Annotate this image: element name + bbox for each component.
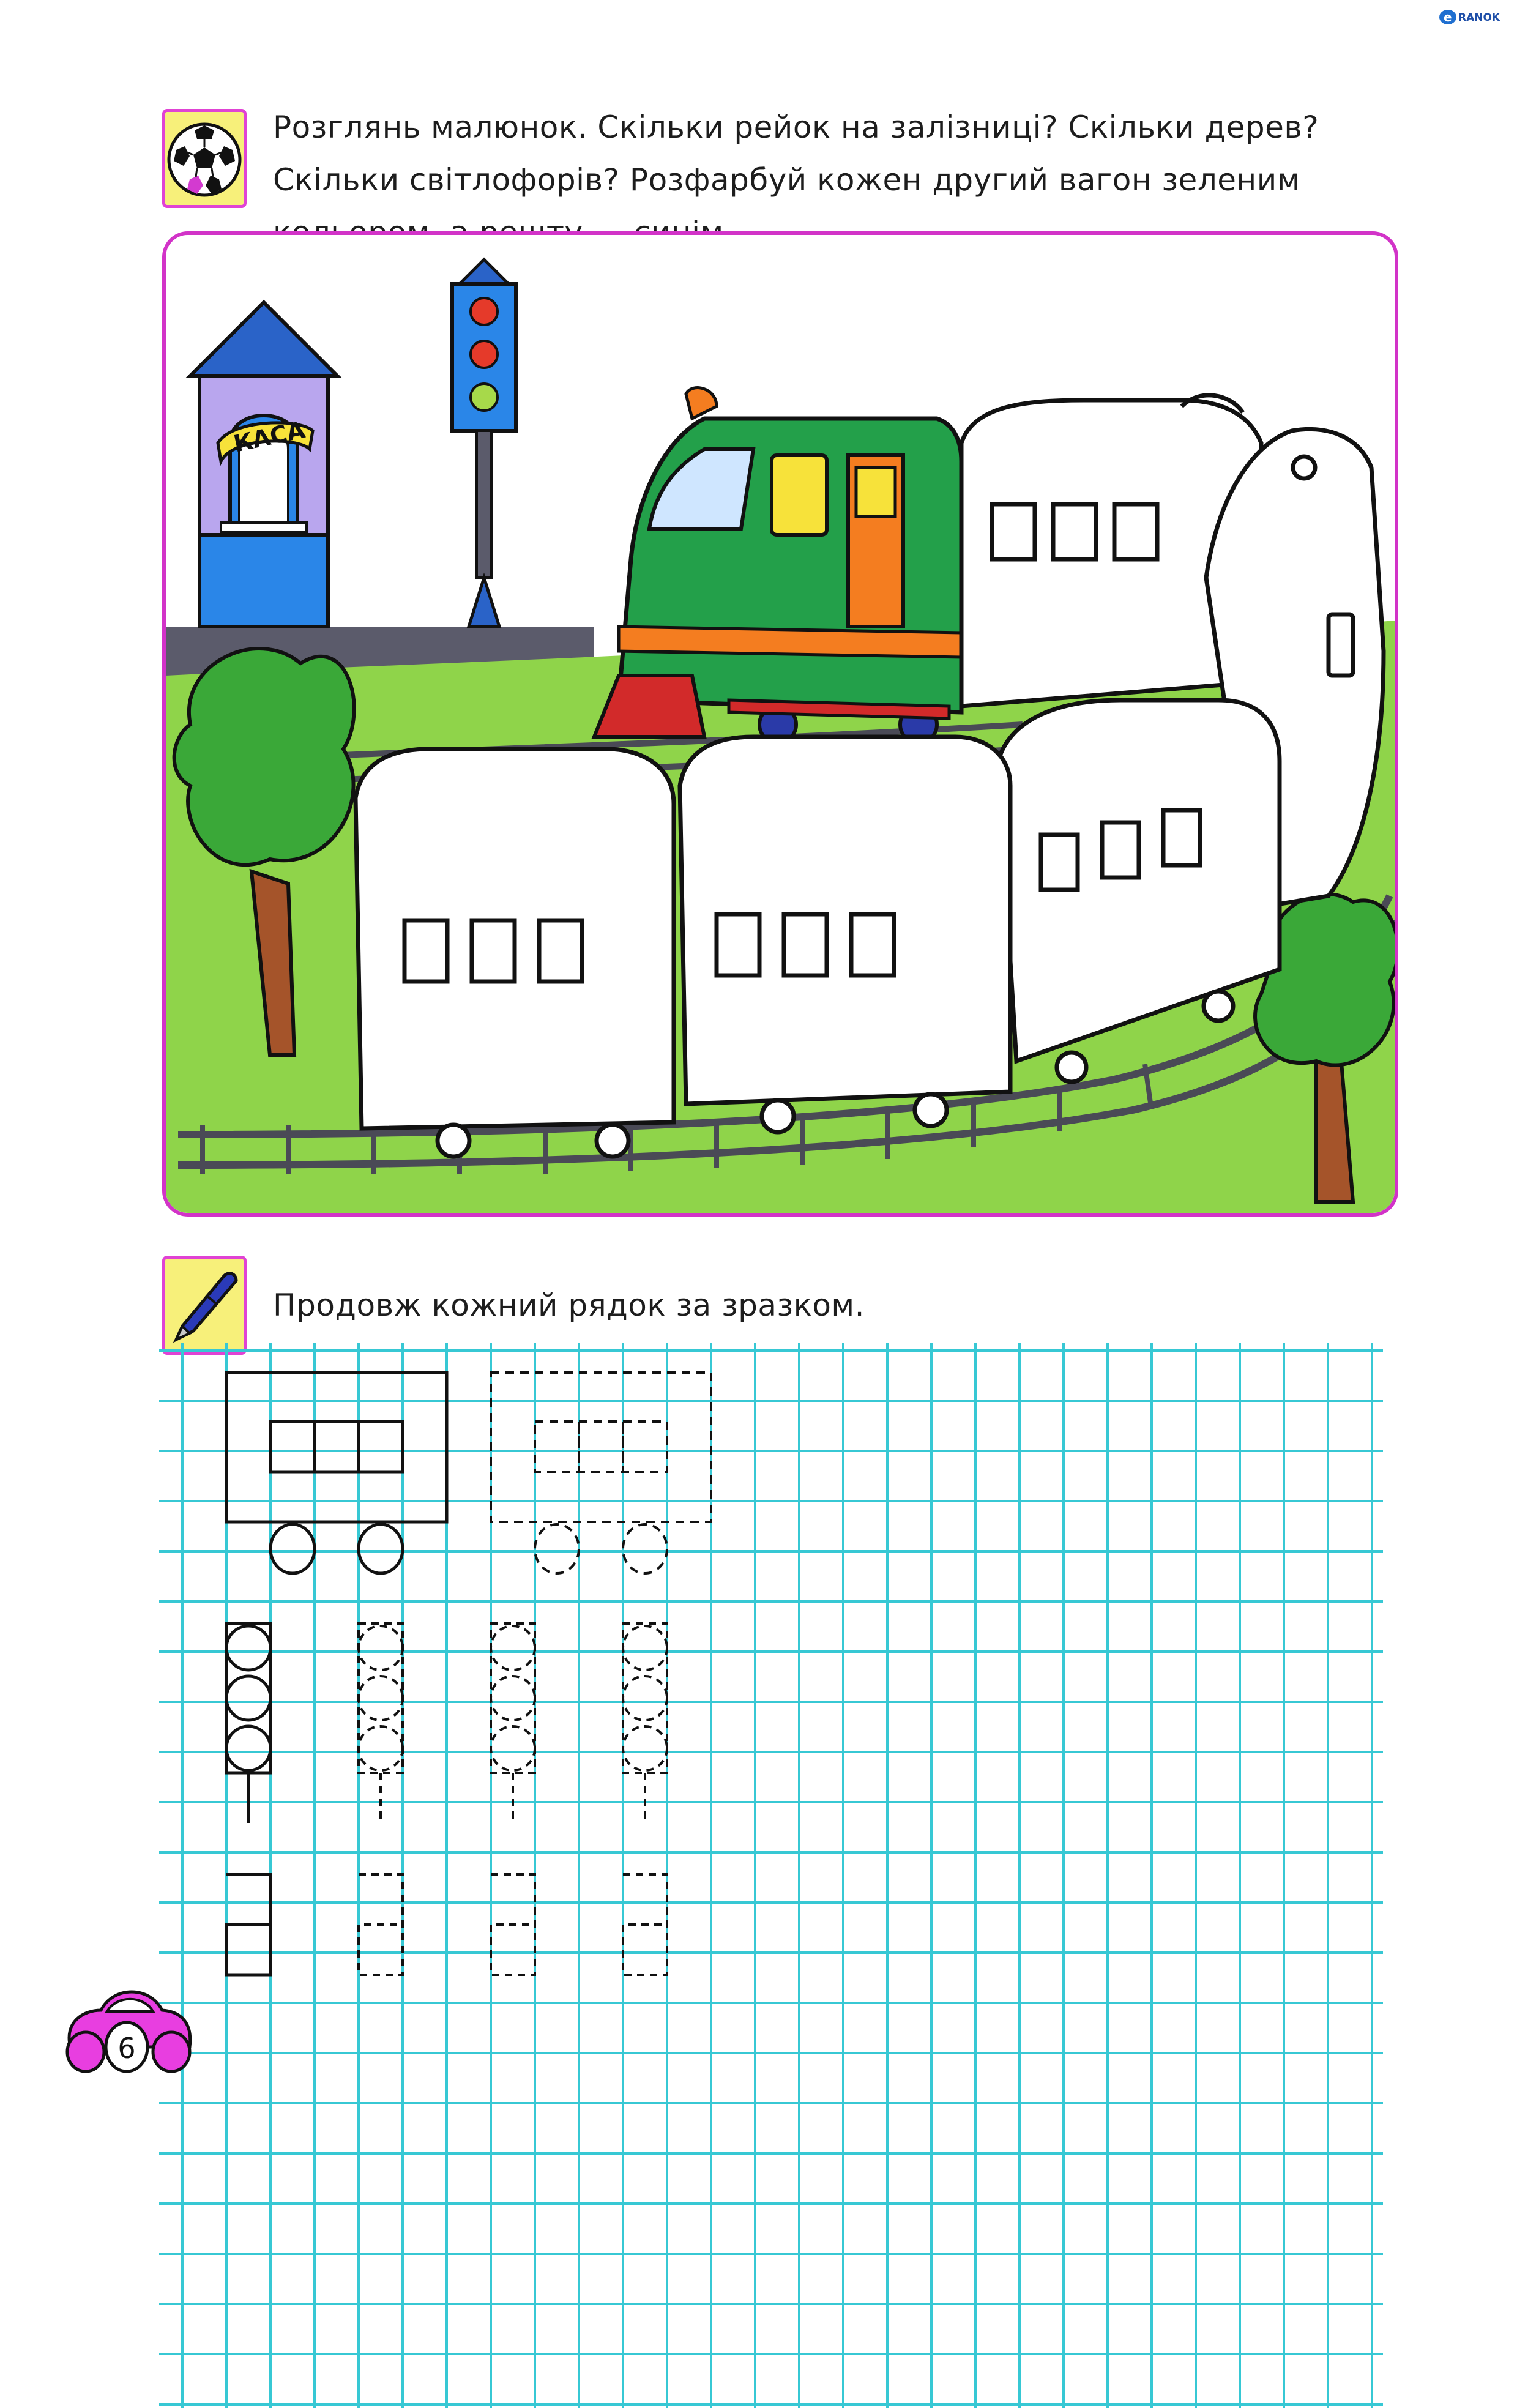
dashed-traffic-light-2 [491,1623,535,1823]
ticket-office-building [190,302,337,627]
page-number: 6 [117,2032,136,2065]
dashed-traffic-light-3 [623,1623,667,1823]
sample-traffic-light [226,1623,270,1823]
task1-icon-box [162,109,247,208]
dashed-step-shape-2 [491,1874,535,1975]
logo-text: RANOK [1458,12,1500,24]
grid-lines [159,1343,1383,2408]
train-illustration [166,235,1395,1213]
dashed-wagon [491,1373,711,1573]
dashed-step-shape-1 [359,1874,403,1975]
sample-step-shape [226,1874,270,1975]
task2-icon-box [162,1256,247,1355]
soccer-ball-icon [165,112,244,205]
dashed-traffic-light-1 [359,1623,403,1823]
task2-instruction: Продовж кожний рядок за зразком. [273,1288,865,1323]
illustration-frame [162,231,1398,1217]
front-wagon-2 [680,737,1010,1132]
page-number-badge [58,1974,198,2084]
sample-wagon [226,1373,447,1573]
traffic-light [452,259,516,627]
front-wagon-1 [356,749,674,1157]
publisher-logo [1438,6,1510,27]
svg-text:e: e [1444,10,1452,24]
dashed-step-shape-3 [623,1874,667,1975]
locomotive [594,388,961,743]
task1-instruction: Розглянь малюнок. Скільки рейок на залізниці? Скільки дерев? Скільки світлофорів? Розфарбуй кожен другий вагон зеленим [273,110,1319,198]
copy-pattern-grid[interactable] [159,1343,1383,2408]
pen-icon [165,1259,244,1352]
ticket-office-sign: КАСА [231,416,308,458]
